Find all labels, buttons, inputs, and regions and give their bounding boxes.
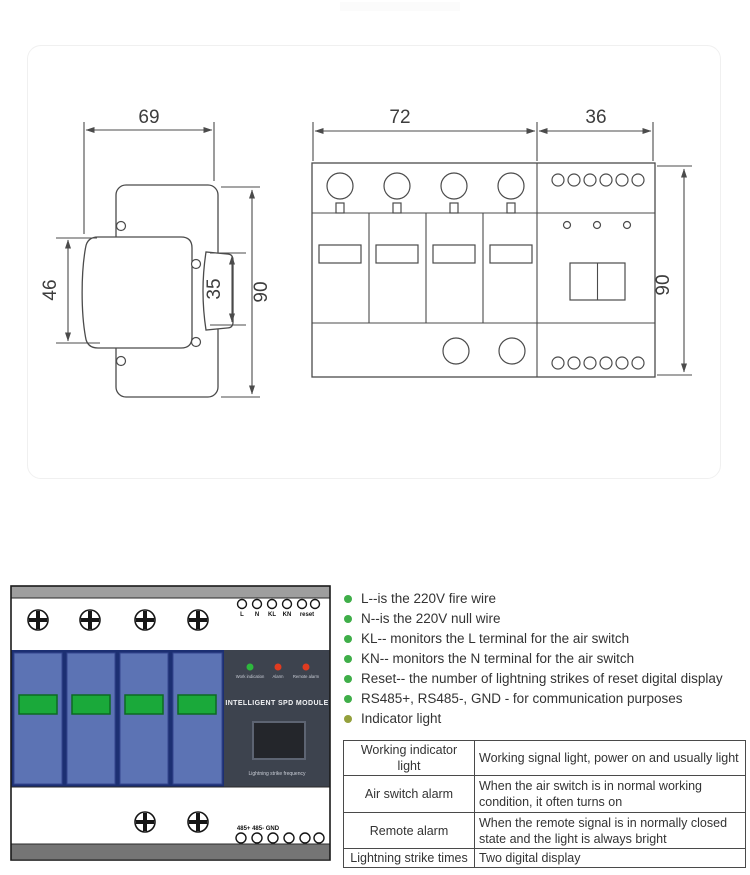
table-term-cell: Lightning strike times <box>344 849 475 868</box>
list-item <box>344 691 744 711</box>
terminal-label-kn: KN <box>282 612 292 618</box>
led-remote-alarm <box>303 664 310 671</box>
dim-spd-width-72: 72 <box>389 107 411 128</box>
terminal-label-kl: KL <box>268 612 276 618</box>
led-work-indicator <box>247 664 254 671</box>
note-text: L--is the 220V fire wire <box>361 591 497 606</box>
list-item <box>344 711 744 731</box>
side-view-drawing <box>40 107 272 397</box>
table-row <box>344 776 746 813</box>
bullet-icon <box>344 595 352 603</box>
bullet-icon <box>344 715 352 723</box>
table-term-cell: Air switch alarm <box>344 776 475 813</box>
dim-front-height-90: 90 <box>653 274 674 296</box>
table-desc-cell: When the air switch is in normal working condition, it often turns on <box>475 776 746 813</box>
product-image-svg <box>10 583 332 863</box>
table-term-cell: Working indicator light <box>344 741 475 776</box>
product-bottom-rail <box>11 844 330 859</box>
note-text: Reset-- the number of lightning strikes of reset digital display <box>361 671 723 686</box>
bullet-icon <box>344 635 352 643</box>
bullet-icon <box>344 655 352 663</box>
table-row <box>344 813 746 849</box>
list-item <box>344 651 744 671</box>
bullet-icon <box>344 695 352 703</box>
note-text: KN-- monitors the N terminal for the air switch <box>361 651 635 666</box>
led-labels <box>236 674 320 679</box>
front-view-drawing <box>312 107 692 377</box>
table-row <box>344 741 746 776</box>
terminal-label-n: N <box>254 612 260 618</box>
list-item <box>344 591 744 611</box>
list-item <box>344 631 744 651</box>
led-label-work: Work indication <box>235 674 265 679</box>
dim-monitor-width-36: 36 <box>585 107 607 128</box>
list-item <box>344 611 744 631</box>
monitor-panel <box>224 650 330 787</box>
led-label-remote: Remote alarm <box>292 674 320 679</box>
led-label-alarm: Alarm <box>272 674 284 679</box>
table-desc-cell: When the remote signal is in normally closed state and the light is always bright <box>475 813 746 849</box>
led-air-switch-alarm <box>275 664 282 671</box>
table-desc-cell: Two digital display <box>475 849 746 868</box>
list-item <box>344 671 744 691</box>
spd-modules <box>11 650 224 787</box>
note-text: KL-- monitors the L terminal for the air switch <box>361 631 630 646</box>
note-text: Indicator light <box>361 711 442 726</box>
note-text: N--is the 220V null wire <box>361 611 501 626</box>
lightning-counter-display <box>253 722 305 759</box>
panel-title: INTELLIGENT SPD MODULE <box>225 700 329 707</box>
table-row <box>344 849 746 868</box>
table-desc-cell: Working signal light, power on and usually light <box>475 741 746 776</box>
terminal-label-l: L <box>240 612 244 618</box>
dim-width-69: 69 <box>138 107 160 128</box>
product-top-rail <box>11 586 330 598</box>
table-term-cell: Remote alarm <box>344 813 475 849</box>
bullet-icon <box>344 675 352 683</box>
dim-body-height-46: 46 <box>40 279 61 301</box>
dim-clip-height-35: 35 <box>204 278 225 300</box>
indicator-table <box>343 740 746 868</box>
note-text: RS485+, RS485-, GND - for communication purposes <box>361 691 683 706</box>
dim-total-height-90: 90 <box>251 281 272 303</box>
terminal-notes-list <box>344 591 744 731</box>
display-caption: Lightning strike frequency <box>248 771 306 777</box>
terminal-label-reset: reset <box>299 612 315 618</box>
bullet-icon <box>344 615 352 623</box>
comm-terminal-label: 485+ 485- GND <box>236 826 280 832</box>
side-view-body <box>82 237 192 348</box>
